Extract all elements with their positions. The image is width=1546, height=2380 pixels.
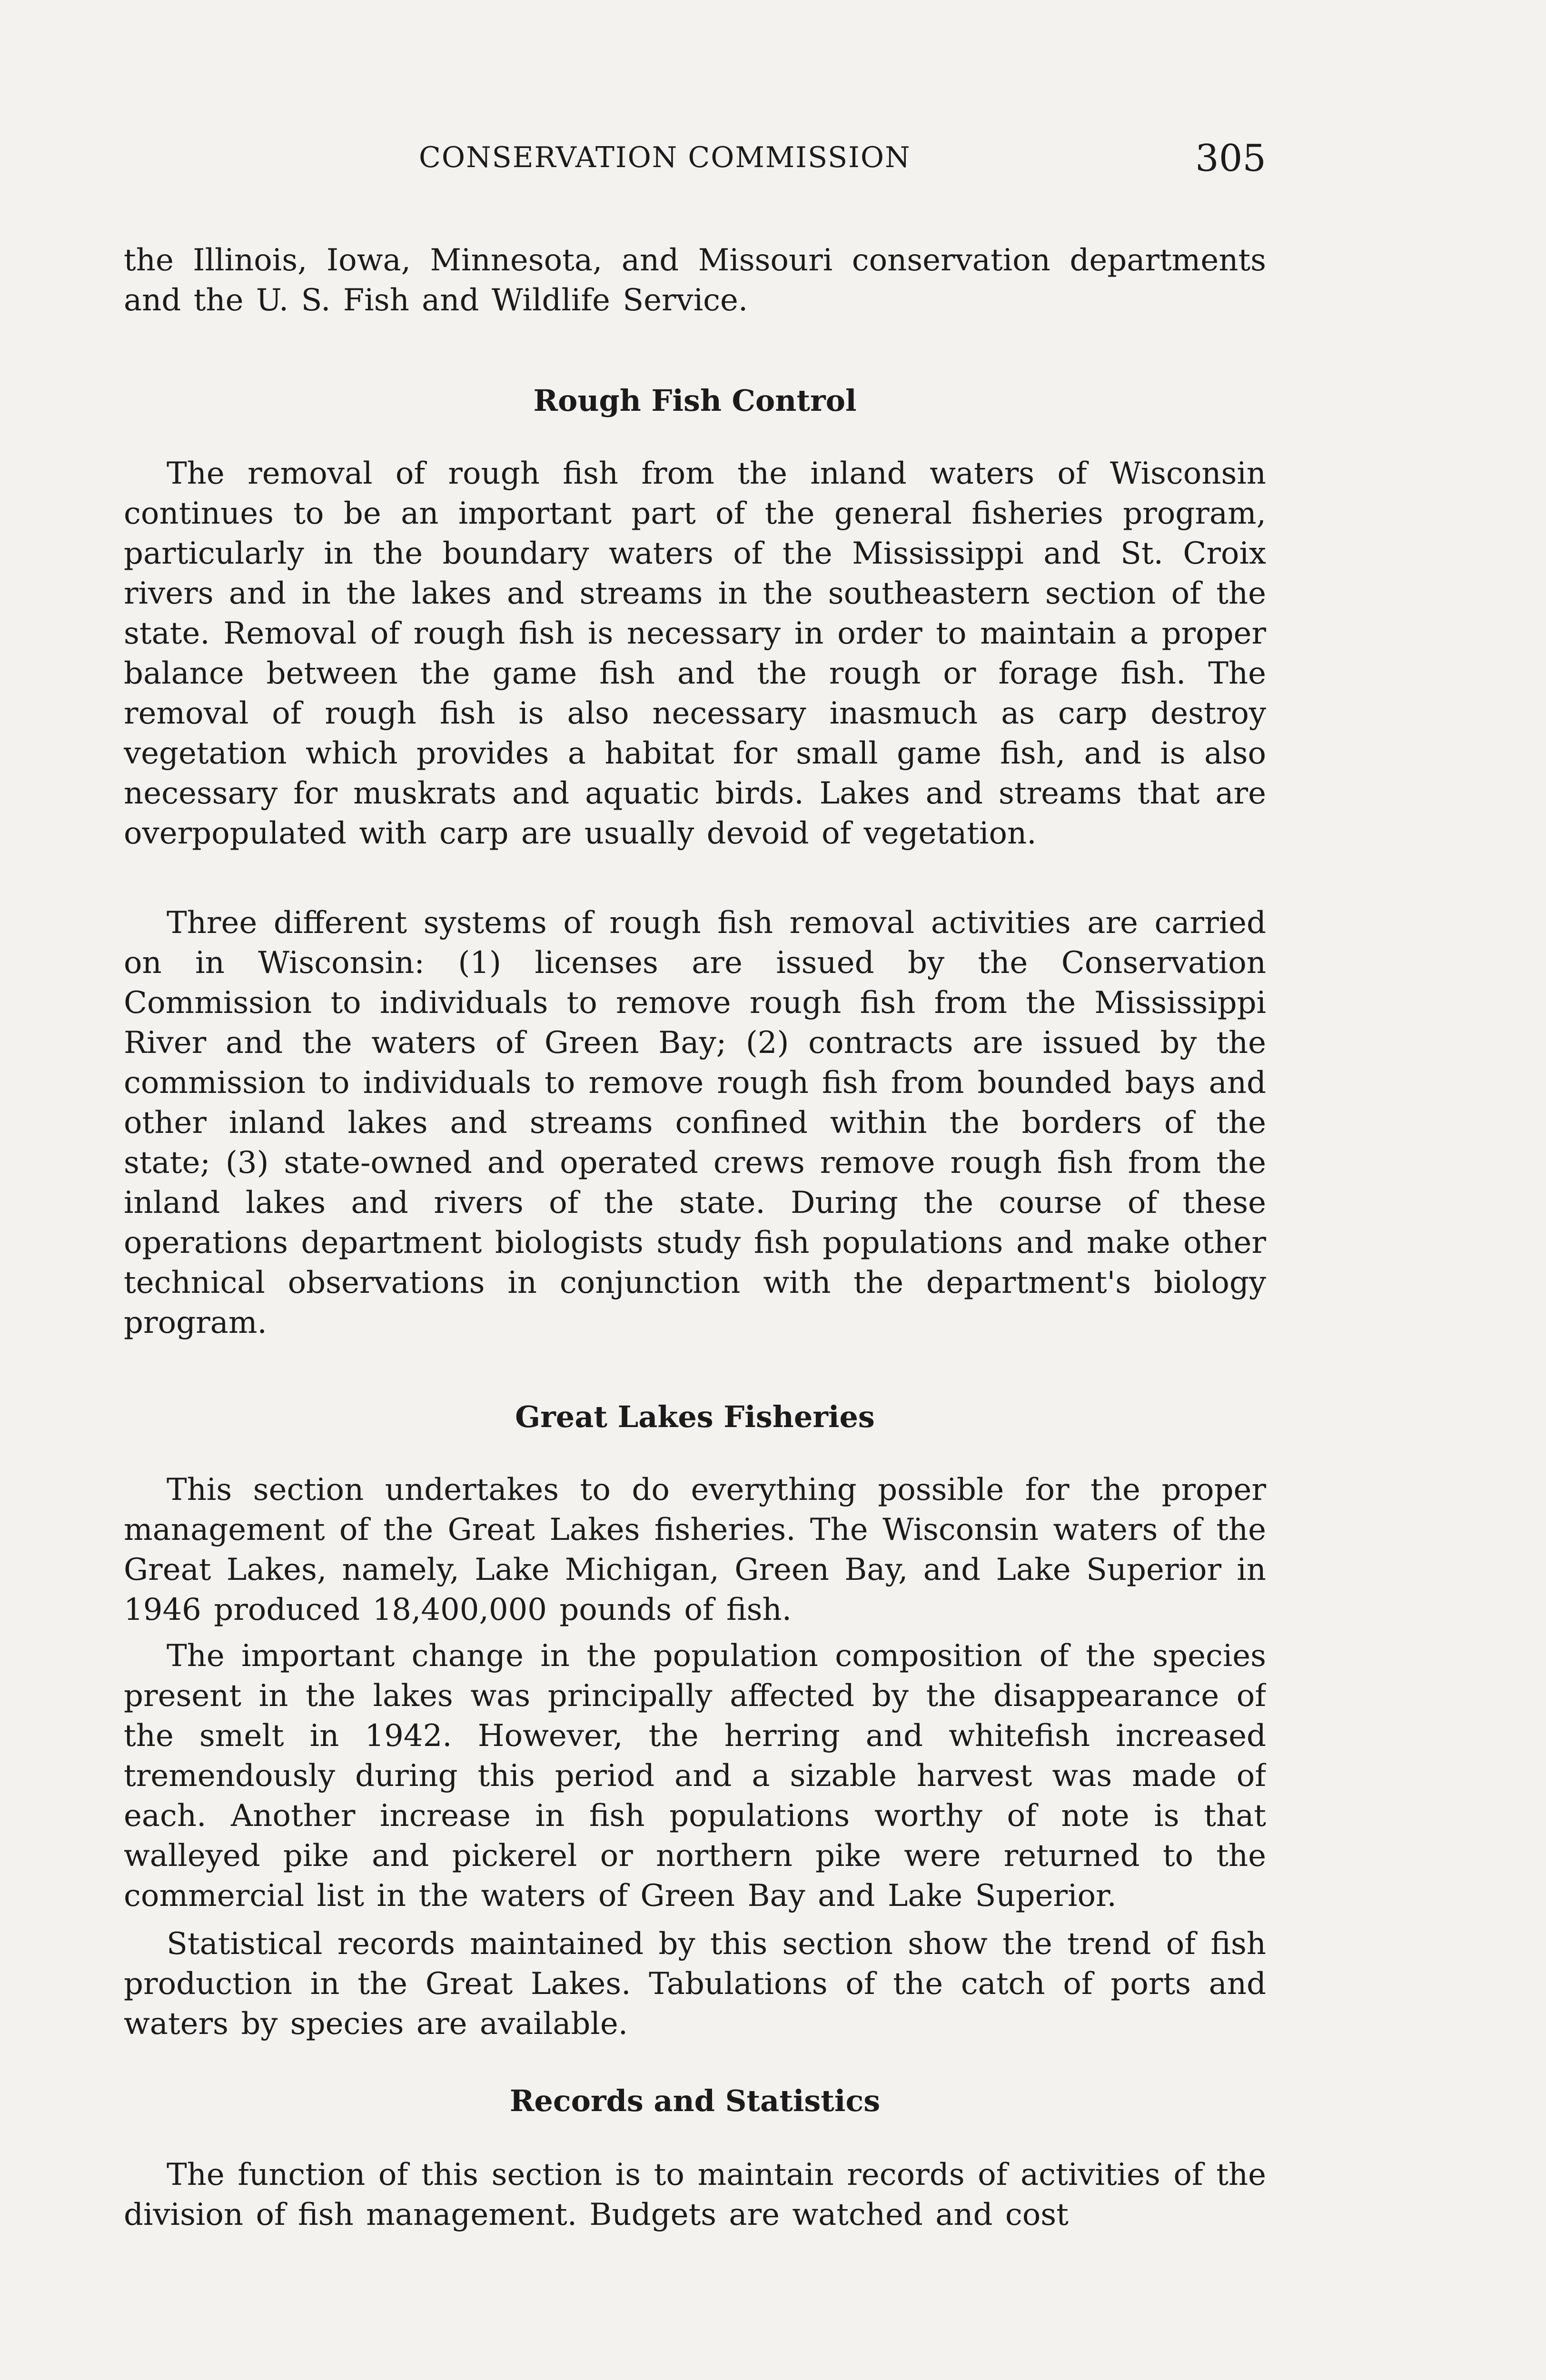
paragraph-continuation: the Illinois, Iowa, Minnesota, and Missouri conservation departments and the U. S. Fish and Wildlife Service. (124, 243, 1266, 318)
running-head (124, 137, 1266, 193)
section-heading-records-and-statistics: Records and Statistics (509, 2083, 881, 2118)
section-heading-great-lakes-fisheries: Great Lakes Fisheries (515, 1399, 875, 1434)
running-title: CONSERVATION COMMISSION (419, 141, 911, 174)
section-heading-rough-fish-control: Rough Fish Control (533, 383, 857, 418)
paragraph-population-change: The important change in the population composition of the species present in the lakes was principally affected by the disappearance of the smelt in 1942. However, the herring and whitefish increased tremendously during this period and a sizable harvest was made of each. Another increase in fish populations worthy of note is that walleyed pike and pickerel or northern pike were returned to the commercial list in the waters of Green Bay and Lake Superior. (124, 1638, 1266, 1914)
paragraph-rough-fish-removal: The removal of rough fish from the inland waters of Wisconsin continues to be an important part of the general fisheries program, particularly in the boundary waters of the Mississippi and St. Croix rivers and in the lakes and streams in the southeastern section of the state. Removal of rough fish is necessary in order to maintain a proper balance between the game fish and the rough or forage fish. The removal of rough fish is also necessary inasmuch as carp destroy vegetation which provides a habitat for small game fish, and is also necessary for muskrats and aquatic birds. Lakes and streams that are overpopulated with carp are usually devoid of vegetation. (124, 456, 1266, 851)
paragraph-great-lakes-management: This section undertakes to do everything possible for the proper management of the Great Lakes fisheries. The Wisconsin waters of the Great Lakes, namely, Lake Michigan, Green Bay, and Lake Superior in 1946 produced 18,400,000 pounds of fish. (124, 1472, 1266, 1627)
paragraph-statistical-records: Statistical records maintained by this section show the trend of fish production in the Great Lakes. Tabulations of the catch of ports and waters by species are available. (124, 1926, 1266, 2042)
page-number: 305 (1195, 137, 1266, 180)
paragraph-records-function: The function of this section is to maintain records of activities of the division of fish management. Budgets are watched and cost (124, 2157, 1266, 2232)
paragraph-removal-systems: Three different systems of rough fish removal activities are carried on in Wisconsin: (1) licenses are issued by the Conservation Commission to individuals to remove rough fish from the Mississippi River and the waters of Green Bay; (2) contracts are issued by the commission to individuals to remove rough fish from bounded bays and other inland lakes and streams confined within the borders of the state; (3) state-owned and operated crews remove rough fish from the inland lakes and rivers of the state. During the course of these operations department biologists study fish populations and make other technical observations in conjunction with the department's biology program. (124, 905, 1266, 1340)
